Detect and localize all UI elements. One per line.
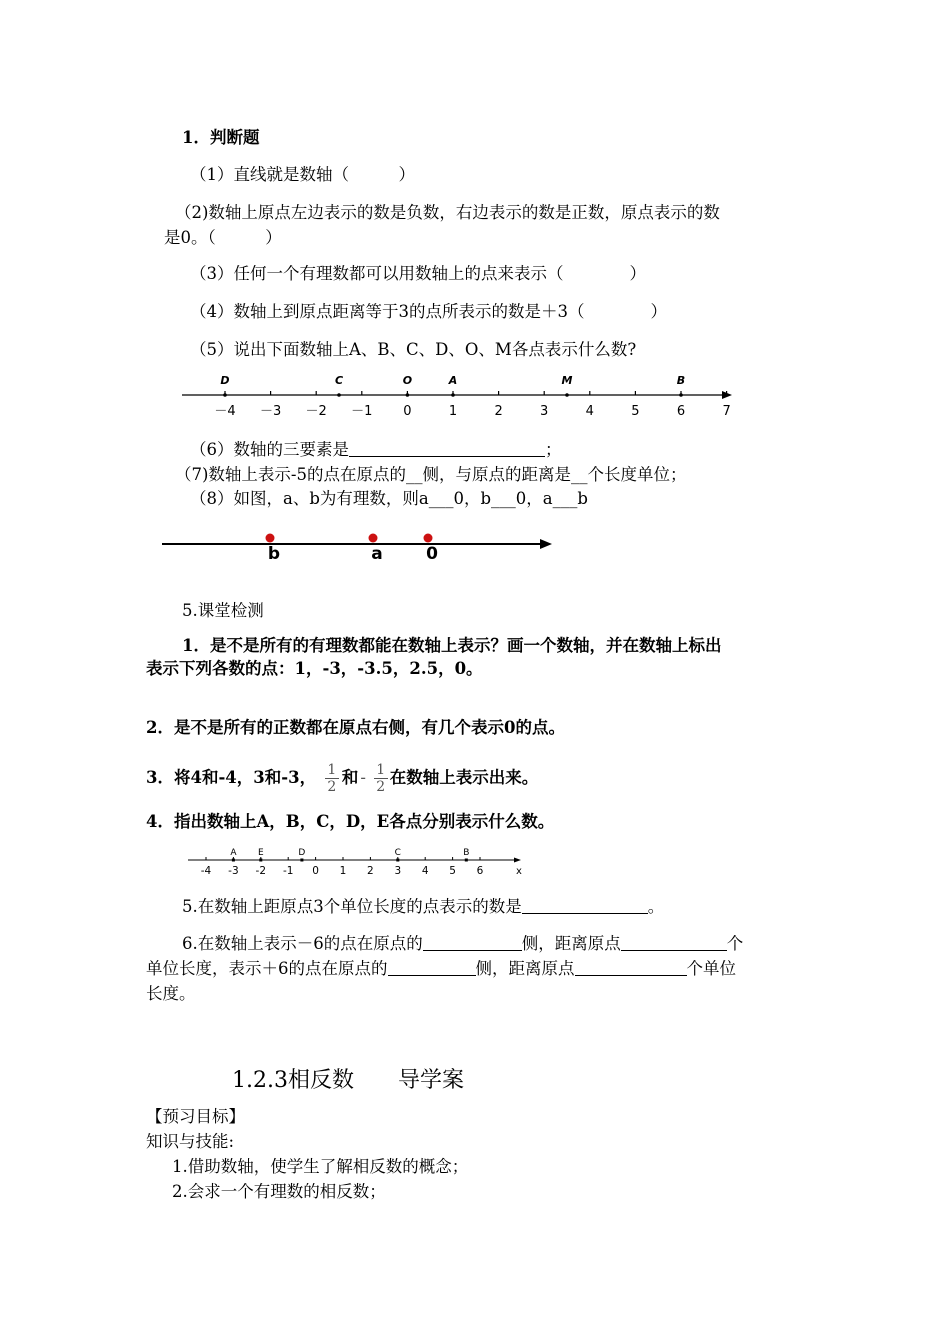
axis1-point-label: B: [676, 374, 686, 387]
check-c3-minus: -: [360, 768, 366, 787]
axis1-point-label: A: [448, 374, 458, 387]
axis1-tick-label: 6: [676, 404, 686, 419]
axis3-tick-label: 6: [476, 865, 484, 877]
c6-blank-1: [423, 935, 522, 951]
axis3-tick-label: 5: [449, 865, 456, 877]
check-c6-line2: [146, 959, 736, 979]
axis2-point-dot: [369, 534, 378, 543]
axis1-tick-label: 1: [448, 404, 458, 419]
check-c3: [146, 762, 538, 795]
axis1-point-label: D: [220, 374, 230, 387]
axis1-tick-label: 3: [540, 404, 549, 419]
axis3-tick-label: 3: [394, 865, 402, 877]
axis3-tick-label: 0: [312, 865, 319, 877]
axis3-point-dot: [232, 859, 235, 862]
axis3-point-dot: [396, 859, 399, 862]
axis3-arrow: [514, 858, 521, 863]
axis1-point-dot: [451, 393, 455, 397]
axis2-point-label: b: [267, 544, 281, 564]
axis2-point-label: a: [371, 544, 383, 564]
judge-q3: （3）任何一个有理数都可以用数轴上的点来表示（ ）: [190, 264, 646, 283]
check-c5-prefix: 5.在数轴上距原点3个单位长度的点表示的数是: [182, 897, 522, 916]
axis3-point-label: A: [230, 848, 237, 858]
check-c5-blank: [522, 898, 648, 914]
lesson-goal-1: 1.借助数轴，使学生了解相反数的概念；: [172, 1157, 469, 1176]
axis1-tick-label: －1: [351, 404, 373, 419]
lesson-goal-2: 2.会求一个有理数的相反数；: [172, 1182, 386, 1201]
judge-q6-suffix: ；: [545, 440, 562, 459]
judge-q2-line2: 是0。（ ）: [164, 228, 282, 247]
c6-blank-4: [575, 960, 687, 976]
frac1-den: 2: [327, 779, 337, 795]
axis3-tick-label: -3: [228, 865, 239, 877]
check-heading: 5.课堂检测: [182, 601, 264, 620]
judge-q6-prefix: （6）数轴的三要素是: [190, 440, 349, 459]
check-c1-line1: 1．是不是所有的有理数都能在数轴上表示？画一个数轴，并在数轴上标出: [182, 636, 722, 655]
axis1-tick-label: －4: [214, 404, 236, 419]
axis1-point-label: M: [561, 374, 573, 387]
frac2-num: 1: [374, 762, 388, 779]
axis1-tick-label: －3: [259, 404, 282, 419]
c6-text-d: 单位长度，表示＋6的点在原点的: [146, 959, 388, 978]
check-c4: 4．指出数轴上A，B，C，D，E各点分别表示什么数。: [146, 812, 555, 831]
c6-blank-2: [621, 935, 727, 951]
fraction-half-1: [325, 762, 339, 795]
judge-q7: （7)数轴上表示-5的点在原点的__侧，与原点的距离是__个长度单位；: [175, 465, 687, 484]
axis1-tick-label: 4: [585, 404, 594, 419]
check-c5-suffix: 。: [647, 897, 665, 916]
axis1-tick-label: 0: [403, 404, 412, 419]
axis3-point-label: C: [394, 848, 401, 858]
axis1-point-dot: [337, 393, 341, 397]
axis1-point-dot: [679, 393, 683, 397]
axis1-point-dot: [406, 393, 410, 397]
axis2-arrow: [540, 539, 552, 549]
check-c6-line3: 长度。: [146, 984, 196, 1003]
c6-text-c: 个: [726, 934, 744, 953]
axis3-point-dot: [259, 859, 262, 862]
axis3-tick-label: -4: [200, 865, 212, 877]
number-line-1: [170, 368, 750, 424]
axis3-tick-label: -1: [282, 865, 294, 877]
axis3-tick-label: 1: [339, 865, 347, 877]
axis1-point-label: C: [334, 374, 344, 387]
judge-q6-blank: [349, 441, 545, 457]
fraction-half-2: [374, 762, 388, 795]
lesson-title: 1.2.3相反数 导学案: [232, 1068, 464, 1093]
axis3-x-label: x: [516, 866, 522, 877]
axis1-tick-label: 5: [631, 404, 640, 419]
c6-text-e: 侧，距离原点: [475, 959, 575, 978]
axis1-point-dot: [565, 393, 569, 397]
axis2-point-dot: [424, 534, 433, 543]
judge-q4: （4）数轴上到原点距离等于3的点所表示的数是＋3（ ）: [190, 302, 667, 321]
check-c5: [182, 897, 664, 917]
judge-q8: （8）如图，a、b为有理数，则a___0，b___0，a___b: [190, 489, 588, 508]
judge-q5: （5）说出下面数轴上A、B、C、D、O、M各点表示什么数?: [190, 340, 637, 359]
axis1-tick-label: 7: [722, 404, 731, 419]
judge-q1: （1）直线就是数轴（ ）: [190, 165, 415, 184]
axis1-tick-label: 2: [494, 404, 503, 419]
judge-q6: [190, 440, 562, 460]
axis3-point-label: B: [463, 848, 470, 858]
axis3-tick-label: -2: [255, 865, 267, 877]
axis1-tick-label: －2: [305, 404, 327, 419]
check-c1-line2: 表示下列各数的点：1，-3，-3.5，2.5，0。: [146, 659, 483, 678]
check-c2: 2．是不是所有的正数都在原点右侧，有几个表示0的点。: [146, 718, 565, 737]
c6-text-a: 6.在数轴上表示－6的点在原点的: [182, 934, 423, 953]
axis2-point-dot: [266, 534, 275, 543]
axis3-point-dot: [300, 859, 303, 862]
c6-text-f: 个单位: [686, 959, 736, 978]
axis2-point-label: 0: [426, 544, 438, 564]
axis3-tick-label: 4: [421, 865, 429, 877]
judge-q2-line1: （2)数轴上原点左边表示的数是负数，右边表示的数是正数，原点表示的数: [175, 203, 720, 222]
lesson-skills: 知识与技能:: [146, 1132, 235, 1151]
check-c3-suffix: 在数轴上表示出来。: [389, 768, 539, 787]
check-c6-line1: [182, 934, 743, 954]
judge-heading: 1．判断题: [182, 128, 260, 147]
check-c3-and: 和: [341, 768, 359, 787]
number-line-2: [158, 528, 558, 566]
axis1-point-label: O: [402, 374, 413, 387]
axis3-tick-label: 2: [367, 865, 374, 877]
axis3-point-label: E: [257, 848, 264, 858]
axis1-point-dot: [223, 393, 227, 397]
frac2-den: 2: [376, 779, 386, 795]
lesson-goals: 【预习目标】: [146, 1107, 245, 1126]
number-line-3: [184, 843, 529, 879]
axis3-point-label: D: [298, 848, 306, 858]
c6-text-b: 侧，距离原点: [521, 934, 621, 953]
axis3-point-dot: [465, 859, 468, 862]
c6-blank-3: [388, 960, 476, 976]
check-c3-prefix: 3．将4和-4，3和-3，: [146, 768, 317, 787]
frac1-num: 1: [325, 762, 339, 779]
